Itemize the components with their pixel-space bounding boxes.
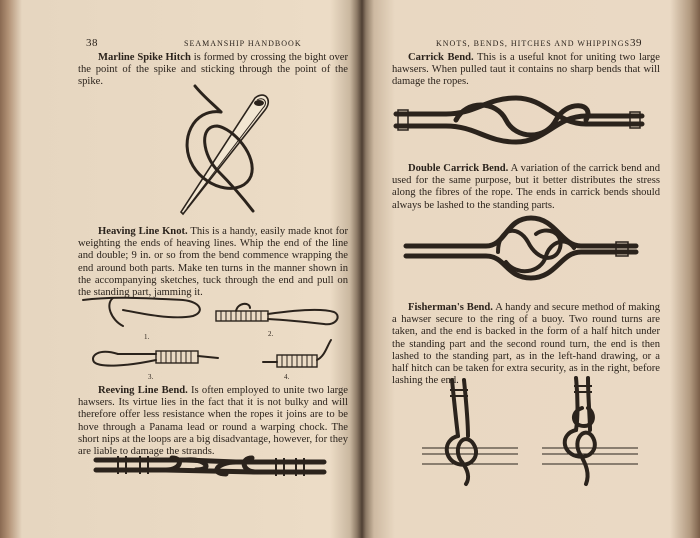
carrick-heading: Carrick Bend. (408, 52, 474, 63)
carrick-bend-illustration (396, 94, 642, 146)
heaving-heading: Heaving Line Knot. (98, 226, 188, 237)
double-carrick-paragraph (392, 163, 660, 212)
marline-spike-illustration (173, 86, 283, 221)
double-carrick-text: A variation of the carrick bend and used for the same purpose, but it better distributes the stress along the fibres of the rope. The ends in carrick bends should always be lashed to the standing parts. (392, 163, 661, 211)
marline-heading: Marline Spike Hitch (98, 52, 191, 63)
double-carrick-heading: Double Carrick Bend. (408, 163, 509, 174)
reeving-bend-illustration (96, 448, 324, 480)
figure-label-2: 2. (268, 330, 274, 338)
figure-label-4: 4. (284, 373, 290, 381)
right-running-title: KNOTS, BENDS, HITCHES AND WHIPPINGS (436, 39, 630, 48)
fishermans-heading: Fisherman's Bend. (408, 302, 493, 313)
left-page (78, 0, 348, 538)
carrick-text: This is a useful knot for uniting two large hawsers. When pulled taut it contains no sharp bends that will damage the ropes. (392, 52, 660, 88)
right-page (392, 0, 660, 538)
carrick-paragraph (392, 52, 660, 89)
figure-label-1: 1. (144, 333, 150, 341)
reeving-heading: Reeving Line Bend. (98, 385, 188, 396)
fishermans-bend-right-illustration (542, 378, 638, 484)
heaving-sketch-2 (216, 302, 342, 332)
right-page-number: 39 (630, 37, 642, 49)
fishermans-paragraph (392, 302, 660, 387)
heaving-sketch-3 (88, 342, 218, 372)
fishermans-text: A handy and secure method of making a hawser secure to the ring of a buoy. Two round turns are taken, and the end is backed in the form of a half hitch under the standing part and the second round turn, the end is then lashed to the standing part, as in the left-hand drawing, or a half hitch can be taken for extra security, as in the right, before lashing the end. (392, 302, 660, 387)
heaving-sketch-4 (263, 338, 343, 372)
heaving-text: This is a handy, easily made knot for weighting the ends of heaving lines. Whip the end of the line and double; 9 in. or so from the bend commence wrapping the end around both parts. Make ten turns in the manner shown in the accompanying sketches, tuck through the end and pull on the standing part, jamming it. (78, 226, 348, 299)
heaving-sketch-1 (83, 290, 211, 330)
heaving-paragraph (78, 226, 348, 299)
marline-paragraph (78, 52, 348, 89)
reeving-text: Is often employed to unite two large hawsers. Its virtue lies in the fact that it is not bulky and will therefore offer less resistance when the ropes it joins are to be hove through a Panama lead or round a warping chock. The short nips at the loops are a big disadvantage, however, for they are liable to damage the strands. (78, 385, 348, 458)
marline-text: is formed by crossing the bight over the point of the spike and sticking through the point of the spike. (78, 52, 348, 88)
figure-label-3: 3. (148, 373, 154, 381)
double-carrick-bend-illustration (406, 212, 636, 282)
left-page-number: 38 (86, 37, 98, 49)
left-running-title: SEAMANSHIP HANDBOOK (184, 39, 302, 48)
fishermans-bend-left-illustration (422, 380, 518, 484)
